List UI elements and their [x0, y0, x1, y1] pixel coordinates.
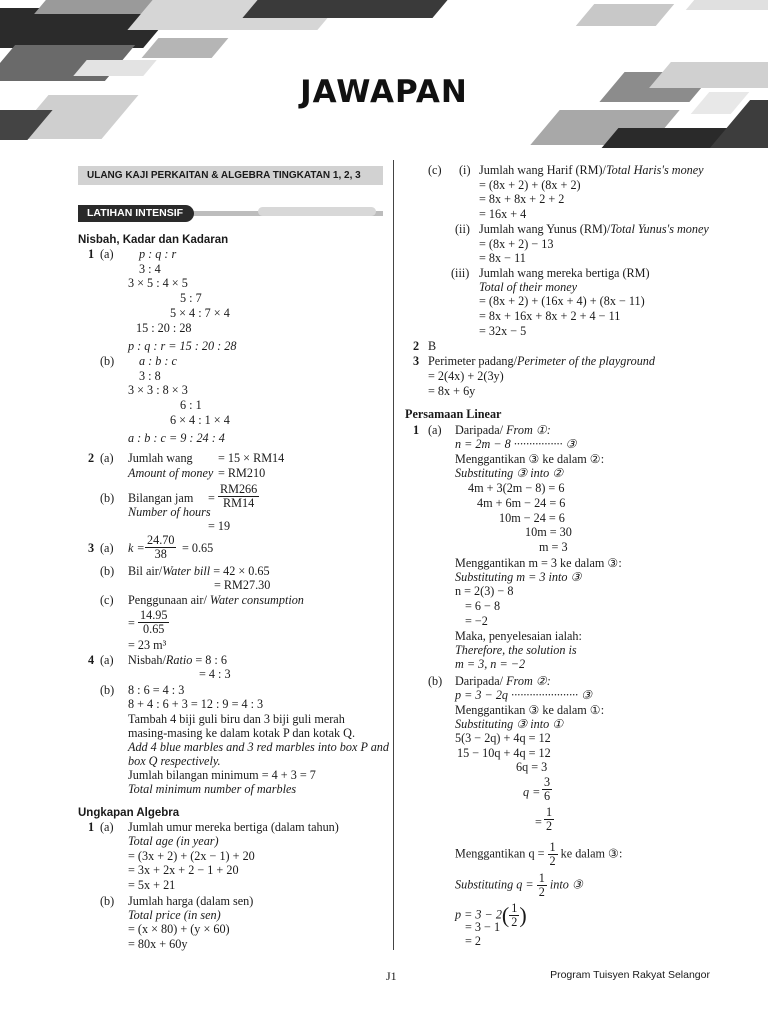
- numerator: 1: [511, 901, 518, 915]
- translation-text: Substituting q =: [455, 877, 534, 892]
- math-line: = 23 m³: [128, 638, 167, 652]
- translation-line: box Q respectively.: [128, 754, 221, 768]
- label-text: Daripada/: [455, 423, 507, 437]
- page-title: JAWAPAN: [300, 74, 468, 110]
- math-line: p = 3 − 2( $\frac{1}{2}$ ): [455, 901, 527, 929]
- math-line: 3 : 8: [139, 369, 161, 383]
- math-line: 6 × 4 : 1 × 4: [170, 413, 230, 427]
- translation-line: Therefore, the solution is: [455, 643, 577, 657]
- math-text: p = 3 − 2: [455, 907, 502, 922]
- translation-text: From ①:: [506, 423, 551, 437]
- math-line: p : q : r = 15 : 20 : 28: [128, 339, 237, 353]
- math-line: =: [128, 616, 135, 630]
- section-bar-highlight: [258, 207, 376, 216]
- section-heading: Nisbah, Kadar dan Kadaran: [78, 234, 229, 246]
- numerator: 1: [538, 871, 545, 885]
- translation-line: Total of their money: [479, 280, 578, 294]
- math-line: 10m = 30: [525, 525, 572, 539]
- banner-stripe: [242, 0, 447, 18]
- sub-part-label: (i): [459, 163, 471, 177]
- translation-text: into ③: [549, 877, 583, 892]
- answer-value: B: [428, 339, 437, 353]
- text-line: [455, 841, 622, 868]
- text-line: Tambah 4 biji guli biru dan 3 biji guli merah: [128, 712, 345, 726]
- translation-text: Total Haris's money: [605, 163, 704, 177]
- text-line: [455, 423, 551, 437]
- denominator: 38: [154, 547, 167, 561]
- label-text: Penggunaan air/: [128, 593, 210, 607]
- label-text: Nisbah/: [128, 653, 166, 667]
- math-line: m = 3, n = −2: [455, 657, 526, 671]
- math-line: = 2(4x) + 2(3y): [428, 369, 504, 383]
- translation-line: Amount of money: [128, 466, 214, 480]
- label-text: Jumlah wang Yunus (RM)/: [479, 222, 611, 236]
- question-number: 3: [88, 541, 95, 555]
- math-line: 8 : 6 = 4 : 3: [128, 683, 185, 697]
- math-line: 10m − 24 = 6: [499, 511, 565, 525]
- part-label: (a): [100, 541, 114, 555]
- translation-line: Number of hours: [128, 505, 211, 519]
- math-line: = 0.65: [182, 541, 214, 555]
- math-line: a : b : c: [139, 354, 177, 368]
- text-line: [128, 653, 227, 667]
- math-line: = 19: [208, 519, 231, 533]
- label-text: Bil air/: [128, 564, 163, 578]
- math-line: = (8x + 2) + (8x + 2): [479, 178, 581, 192]
- math-line: q =: [523, 785, 541, 799]
- section-pill: LATIHAN INTENSIF: [78, 205, 194, 222]
- question-number: 1: [88, 247, 95, 261]
- question-number: 4: [88, 653, 95, 667]
- banner-stripe: [142, 38, 229, 58]
- denominator: RM14: [223, 496, 255, 510]
- math-line: n = 2m − 8 ················ ③: [455, 437, 577, 451]
- denominator: 2: [511, 915, 518, 929]
- math-line: 5 × 4 : 7 × 4: [170, 306, 230, 320]
- banner-stripe: [576, 4, 674, 26]
- part-label: (a): [428, 423, 442, 437]
- math-line: = (8x + 2) + (16x + 4) + (8x − 11): [479, 294, 645, 308]
- math-line: = 8x + 16x + 8x + 2 + 4 − 11: [479, 309, 621, 323]
- translation-text: Ratio: [165, 653, 193, 667]
- sub-part-label: (iii): [451, 266, 470, 280]
- math-line: 6 : 1: [180, 398, 202, 412]
- translation-line: [455, 872, 583, 899]
- part-label: (a): [100, 451, 114, 465]
- translation-text: Water consumption: [209, 593, 304, 607]
- translation-line: Substituting ③ into ①: [455, 717, 564, 731]
- question-number: 1: [413, 423, 420, 437]
- text-line: Jumlah wang: [128, 451, 193, 465]
- translation-text: From ②:: [506, 674, 551, 688]
- text-line: Bilangan jam: [128, 491, 194, 505]
- numerator: RM266: [220, 482, 258, 496]
- text-line: Jumlah umur mereka bertiga (dalam tahun): [128, 820, 339, 834]
- numerator: 1: [549, 840, 556, 854]
- math-text: = 42 × 0.65: [210, 564, 270, 578]
- numerator: 1: [546, 805, 553, 819]
- section-heading: Ungkapan Algebra: [78, 807, 180, 819]
- fraction: [542, 776, 552, 803]
- denominator: 2: [538, 885, 545, 899]
- part-label: (b): [100, 354, 115, 368]
- text-line: Maka, penyelesaian ialah:: [455, 629, 582, 643]
- math-line: = RM27.30: [214, 578, 271, 592]
- math-line: = 16x + 4: [479, 207, 527, 221]
- translation-line: Total minimum number of marbles: [128, 782, 297, 796]
- math-line: 6q = 3: [516, 760, 548, 774]
- math-line: n = 2(3) − 8: [455, 584, 514, 598]
- math-line: = 80x + 60y: [128, 937, 188, 951]
- numerator: 14.95: [140, 608, 168, 622]
- denominator: 6: [544, 789, 551, 803]
- text-line: [479, 163, 704, 177]
- math-line: k =: [128, 541, 145, 555]
- part-label: (a): [100, 820, 114, 834]
- banner-stripe: [686, 0, 768, 10]
- label-text: Perimeter padang/: [428, 354, 518, 368]
- math-line: = 5x + 21: [128, 878, 176, 892]
- math-line: 4m + 6m − 24 = 6: [477, 496, 566, 510]
- label-text: ke dalam ③:: [560, 846, 623, 861]
- label-text: Menggantikan q =: [455, 846, 545, 861]
- question-number: 1: [88, 820, 95, 834]
- translation-text: Total Yunus's money: [610, 222, 709, 236]
- math-line: 8 + 4 : 6 + 3 = 12 : 9 = 4 : 3: [128, 697, 264, 711]
- math-line: = 8x + 6y: [428, 384, 476, 398]
- column-divider: [393, 160, 394, 950]
- math-line: 3 × 5 : 4 × 5: [128, 276, 188, 290]
- fraction: [544, 806, 554, 833]
- math-line: p = 3 − 2q ······················ ③: [455, 688, 593, 702]
- math-line: 5(3 − 2q) + 4q = 12: [455, 731, 551, 745]
- label-text: Jumlah wang Harif (RM)/: [479, 163, 606, 177]
- text-line: masing-masing ke dalam kotak P dan kotak Q.: [128, 726, 356, 740]
- question-number: 3: [413, 354, 420, 368]
- part-label: (c): [100, 593, 114, 607]
- text-line: Menggantikan ③ ke dalam ①:: [455, 703, 605, 717]
- text-line: [455, 674, 551, 688]
- math-line: = (3x + 2) + (2x − 1) + 20: [128, 849, 255, 863]
- math-line: = 4 : 3: [199, 667, 231, 681]
- math-line: 3 : 4: [139, 262, 161, 276]
- translation-line: Substituting ③ into ②: [455, 466, 564, 480]
- math-line: = (x × 80) + (y × 60): [128, 922, 230, 936]
- part-label: (b): [428, 674, 443, 688]
- denominator: 2: [546, 819, 553, 833]
- numerator: 24.70: [147, 533, 175, 547]
- translation-text: Perimeter of the playground: [517, 354, 655, 368]
- math-line: = (8x + 2) − 13: [479, 237, 554, 251]
- math-line: 5 : 7: [180, 291, 202, 305]
- text-line: Jumlah wang mereka bertiga (RM): [479, 266, 650, 280]
- math-line: m = 3: [539, 540, 568, 554]
- footer-text: Program Tuisyen Rakyat Selangor: [550, 969, 710, 981]
- fraction: [138, 609, 169, 636]
- denominator: 0.65: [143, 622, 165, 636]
- math-line: =: [208, 491, 215, 505]
- math-line: 15 − 10q + 4q = 12: [457, 746, 551, 760]
- chapter-header: ULANG KAJI PERKAITAN & ALGEBRA TINGKATAN 1, 2, 3: [78, 166, 383, 185]
- text-line: Menggantikan ③ ke dalam ②:: [455, 452, 605, 466]
- translation-line: Add 4 blue marbles and 3 red marbles into box P and: [128, 740, 389, 754]
- part-label: (a): [100, 247, 114, 261]
- question-number: 2: [413, 339, 420, 353]
- text-line: Menggantikan m = 3 ke dalam ③:: [455, 556, 622, 570]
- math-line: = 3 − 1: [465, 920, 501, 934]
- math-line: 4m + 3(2m − 8) = 6: [468, 481, 565, 495]
- math-line: = 6 − 8: [465, 599, 501, 613]
- math-text: = 8 : 6: [192, 653, 227, 667]
- translation-line: Total price (in sen): [128, 908, 221, 922]
- math-line: a : b : c = 9 : 24 : 4: [128, 431, 225, 445]
- part-label: (b): [100, 894, 115, 908]
- math-line: p : q : r: [139, 247, 177, 261]
- sub-part-label: (ii): [455, 222, 470, 236]
- part-label: (b): [100, 564, 115, 578]
- math-line: = RM210: [218, 466, 266, 480]
- math-line: = 2: [465, 934, 482, 948]
- math-line: = 15 × RM14: [218, 451, 285, 465]
- math-line: = 3x + 2x + 2 − 1 + 20: [128, 863, 239, 877]
- translation-text: Water bill: [162, 564, 211, 578]
- math-line: = −2: [465, 614, 488, 628]
- text-line: [479, 222, 709, 236]
- math-line: = 8x − 11: [479, 251, 526, 265]
- math-line: = 32x − 5: [479, 324, 527, 338]
- section-heading: Persamaan Linear: [405, 407, 502, 421]
- fraction: [218, 483, 259, 510]
- text-line: [128, 593, 304, 607]
- math-line: = 8x + 8x + 2 + 2: [479, 192, 565, 206]
- math-line: =: [535, 815, 542, 829]
- question-number: 2: [88, 451, 95, 465]
- part-label: (a): [100, 653, 114, 667]
- part-label: (b): [100, 683, 115, 697]
- text-line: Jumlah harga (dalam sen): [128, 894, 254, 908]
- part-label: (b): [100, 491, 115, 505]
- denominator: 2: [549, 854, 556, 868]
- text-line: [428, 354, 655, 368]
- text-line: [128, 564, 270, 578]
- part-label: (c): [428, 163, 442, 177]
- text-line: Jumlah bilangan minimum = 4 + 3 = 7: [128, 768, 316, 782]
- translation-line: Total age (in year): [128, 834, 219, 848]
- fraction: [145, 534, 176, 561]
- math-line: 15 : 20 : 28: [136, 321, 192, 335]
- numerator: 3: [544, 775, 551, 789]
- label-text: Daripada/: [455, 674, 507, 688]
- page-number: J1: [386, 969, 397, 983]
- math-line: 3 × 3 : 8 × 3: [128, 383, 188, 397]
- translation-line: Substituting m = 3 into ③: [455, 570, 582, 584]
